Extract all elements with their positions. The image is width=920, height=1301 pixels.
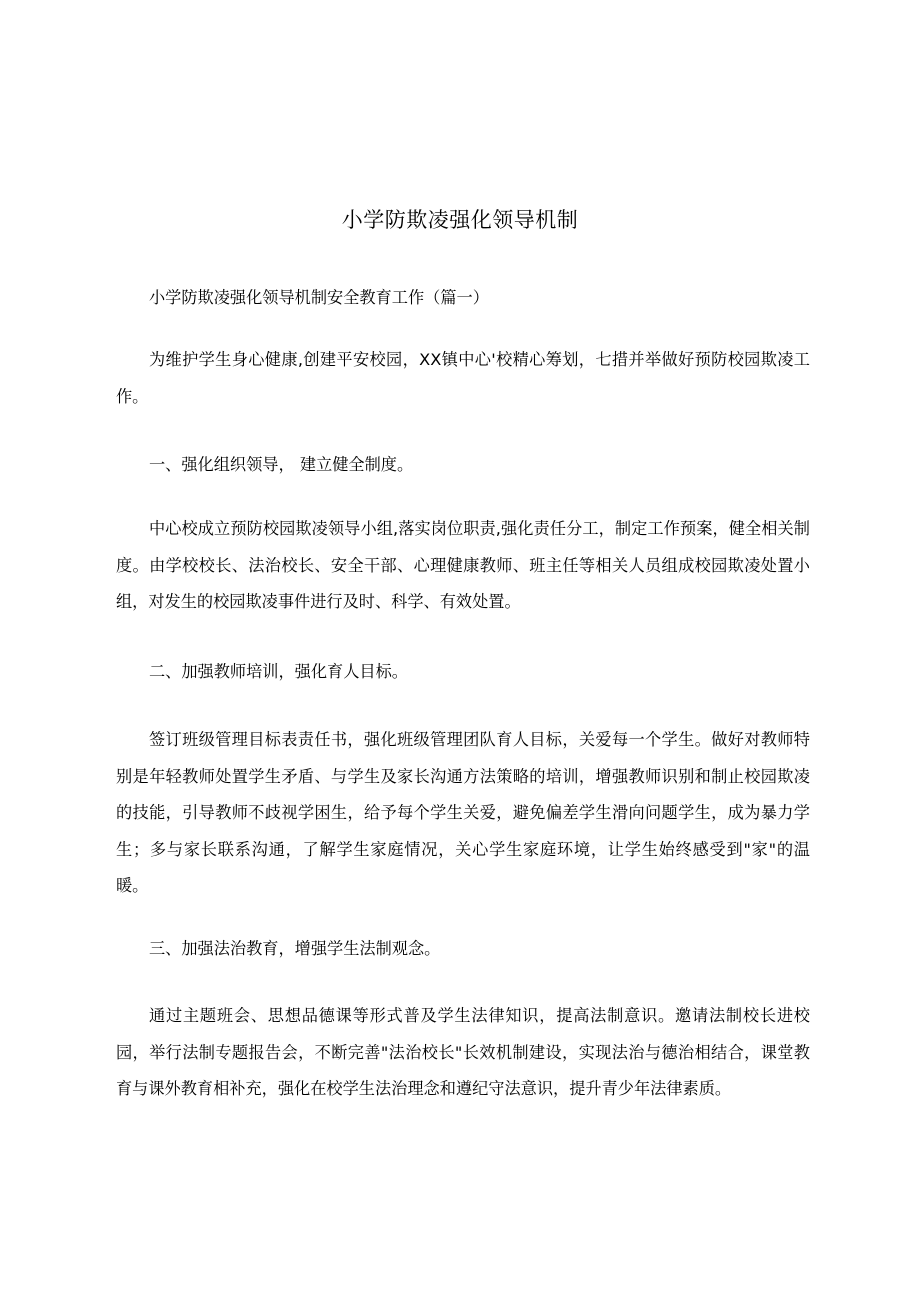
section-3-heading: 三、加强法治教育，增强学生法制观念。	[149, 939, 441, 958]
document-title: 小学防欺凌强化领导机制	[341, 208, 579, 232]
section-2-heading: 二、加强教师培训，强化育人目标。	[149, 662, 408, 681]
section-3-body: 通过主题班会、思想品德课等形式普及学生法律知识，提高法制意识。邀请法制校长进校园，举行法制专题报告会，不断完善"法治校长"长效机制建设，实现法治与德治相结合，课堂教育与课外教育相补充，强化在校学生法治理念和遵纪守法意识，提升青少年法律素质。	[116, 1006, 810, 1098]
section-1-body: 中心校成立预防校园欺凌领导小组,落实岗位职责,强化责任分工，制定工作预案，健全相关制度。由学校校长、法治校长、安全干部、心理健康教师、班主任等相关人员组成校园欺凌处置小组，对发生的校园欺凌事件进行及时、科学、有效处置。	[116, 519, 810, 611]
document-subtitle: 小学防欺凌强化领导机制安全教育工作（篇一）	[149, 288, 489, 307]
section-1-heading: 一、强化组织领导， 建立健全制度。	[149, 455, 414, 474]
section-2-body: 签订班级管理目标表责任书，强化班级管理团队育人目标，关爱每一个学生。做好对教师特别是年轻教师处置学生矛盾、与学生及家长沟通方法策略的培训，增强教师识别和制止校园欺凌的技能，引导教师不歧视学困生，给予每个学生关爱，避免偏差学生滑向问题学生，成为暴力学生；多与家长联系沟通，了解学生家庭情况，关心学生家庭环境，让学生始终感受到"家"的温暖。	[116, 730, 810, 895]
intro-paragraph: 为维护学生身心健康,创建平安校园，XX镇中心'校精心筹划，七措并举做好预防校园欺凌工作。	[116, 350, 810, 406]
